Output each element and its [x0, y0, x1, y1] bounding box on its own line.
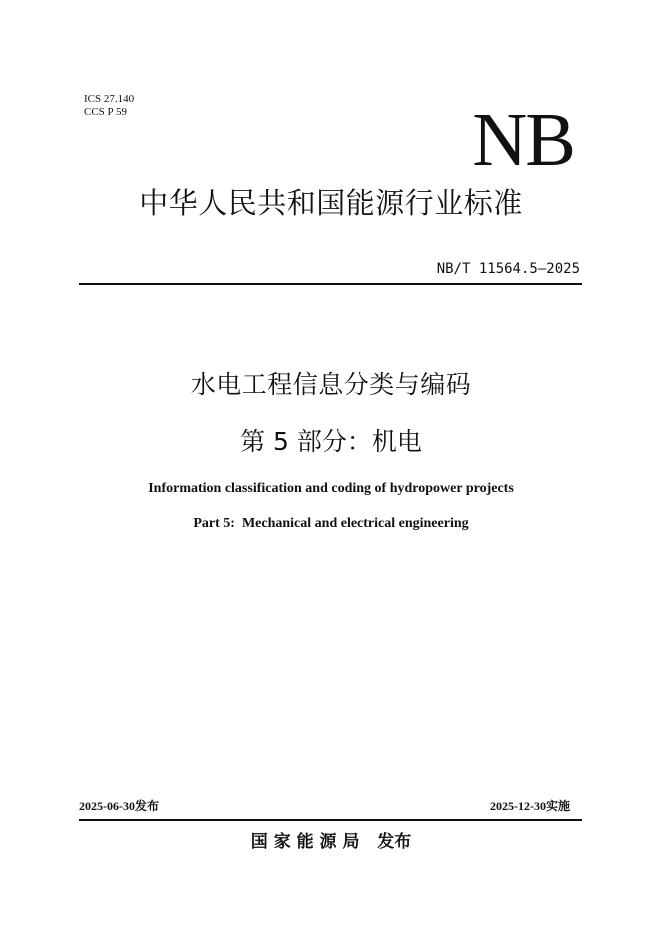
issuing-authority: 国 家 能 源 局 发布	[250, 832, 412, 852]
title-chinese: 水电工程信息分类与编码	[190, 370, 472, 399]
standard-category: 中华人民共和国能源行业标准	[139, 186, 523, 220]
ics-code: ICS 27.140	[84, 93, 135, 105]
bottom-divider	[79, 819, 582, 821]
nb-logo: NB	[472, 98, 574, 182]
implementation-date: 2025-12-30实施	[490, 799, 570, 813]
standard-number: NB/T 11564.5—2025	[436, 261, 580, 277]
ccs-code: CCS P 59	[84, 106, 128, 118]
top-divider	[79, 283, 582, 285]
issue-date: 2025-06-30发布	[79, 799, 159, 813]
subtitle-english: Part 5: Mechanical and electrical engineering	[193, 516, 469, 531]
title-english: Information classification and coding of hydropower projects	[148, 481, 514, 496]
subtitle-chinese: 第 5 部分：机电	[240, 427, 422, 456]
